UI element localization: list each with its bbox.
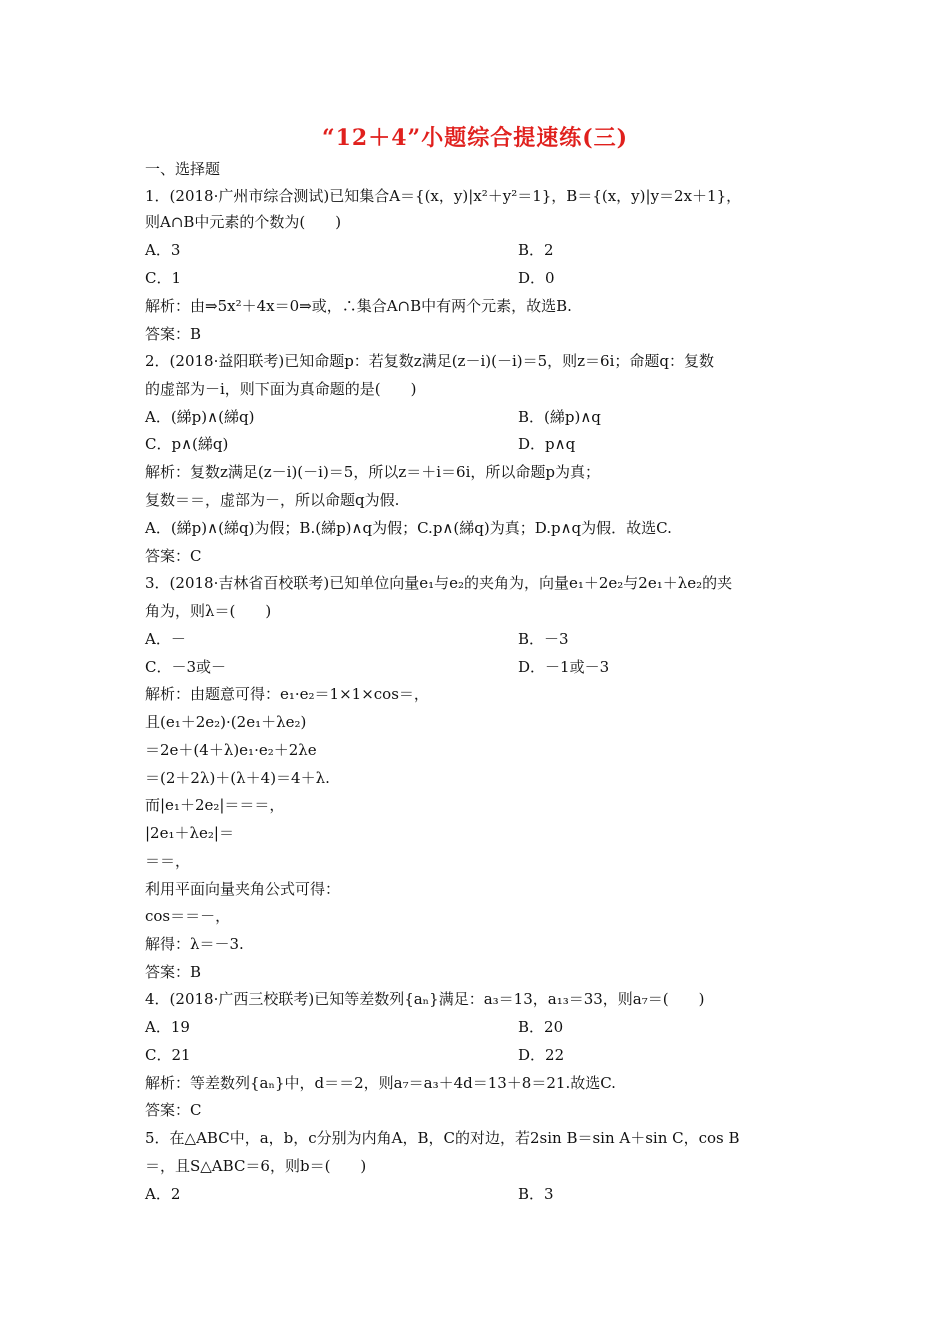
- text-line: 解得：λ＝－3.: [145, 935, 244, 953]
- answer-option: D．0: [518, 269, 555, 287]
- text-line: 答案：B: [145, 963, 202, 981]
- text-line: 解析：等差数列{aₙ}中，d＝＝2，则a₇＝a₃＋4d＝13＋8＝21.故选C.: [145, 1074, 616, 1092]
- text-line: 而|e₁＋2e₂|＝＝＝，: [145, 796, 285, 814]
- text-line: 1．(2018·广州市综合测试)已知集合A＝{(x，y)|x²＋y²＝1}，B＝{(x，y)|y＝2x＋1}，: [145, 187, 742, 205]
- text-line: 4．(2018·广西三校联考)已知等差数列{aₙ}满足：a₃＝13，a₁₃＝33，则a₇＝( ): [145, 990, 705, 1008]
- answer-option: B．3: [518, 1185, 554, 1203]
- text-line: ＝(2＋2λ)＋(λ＋4)＝4＋λ.: [145, 769, 330, 787]
- text-line: 答案：C: [145, 1101, 202, 1119]
- text-line: 答案：B: [145, 325, 202, 343]
- text-line: 5．在△ABC中，a，b，c分别为内角A，B，C的对边，若2sin B＝sin A＋sin C，cos B: [145, 1129, 740, 1147]
- text-line: 解析：由⇒5x²＋4x＝0⇒或，∴集合A∩B中有两个元素，故选B.: [145, 297, 572, 315]
- text-line: |2e₁＋λe₂|＝: [145, 824, 234, 842]
- text-line: 2．(2018·益阳联考)已知命题p：若复数z满足(z－i)(－i)＝5，则z＝6i；命题q：复数: [145, 352, 714, 370]
- answer-option: B．2: [518, 241, 554, 259]
- answer-option: D．22: [518, 1046, 565, 1064]
- text-line: 利用平面向量夹角公式可得：: [145, 880, 341, 898]
- text-line: 解析：复数z满足(z－i)(－i)＝5，所以z＝＋i＝6i，所以命题p为真；: [145, 463, 600, 481]
- answer-option: D．p∧q: [518, 435, 576, 453]
- text-line: C．1: [145, 269, 182, 287]
- text-line: 则A∩B中元素的个数为( ): [145, 213, 342, 231]
- answer-option: B．20: [518, 1018, 564, 1036]
- text-line: 一、选择题: [145, 160, 221, 178]
- text-line: ＝＝，: [145, 852, 191, 870]
- text-line: A．(綈p)∧(綈q): [145, 408, 255, 426]
- text-line: 复数＝＝，虚部为－，所以命题q为假.: [145, 491, 400, 509]
- text-line: cos＝＝－，: [145, 907, 231, 925]
- answer-option: B．－3: [518, 630, 569, 648]
- text-line: ＝2e＋(4＋λ)e₁·e₂＋2λe: [145, 741, 317, 759]
- answer-option: B．(綈p)∧q: [518, 408, 601, 426]
- text-line: 答案：C: [145, 547, 202, 565]
- text-line: A．19: [145, 1018, 190, 1036]
- text-line: C．p∧(綈q): [145, 435, 229, 453]
- answer-option: D．－1或－3: [518, 658, 610, 676]
- text-line: ＝，且S△ABC＝6，则b＝( ): [145, 1157, 367, 1175]
- text-line: 且(e₁＋2e₂)·(2e₁＋λe₂): [145, 713, 307, 731]
- page-title: “12＋4”小题综合提速练(三): [321, 125, 629, 151]
- text-line: A．2: [145, 1185, 181, 1203]
- text-line: C．21: [145, 1046, 191, 1064]
- text-line: 3．(2018·吉林省百校联考)已知单位向量e₁与e₂的夹角为，向量e₁＋2e₂与2e₁＋λe₂的夹: [145, 574, 733, 592]
- text-line: A．－: [145, 630, 186, 648]
- text-line: A．(綈p)∧(綈q)为假；B.(綈p)∧q为假；C.p∧(綈q)为真；D.p∧q为假．故选C.: [145, 519, 672, 537]
- text-line: C．－3或－: [145, 658, 227, 676]
- text-line: A．3: [145, 241, 181, 259]
- text-line: 解析：由题意可得：e₁·e₂＝1×1×cos＝，: [145, 685, 429, 703]
- text-line: 的虚部为－i，则下面为真命题的是( ): [145, 380, 417, 398]
- text-line: 角为，则λ＝( ): [145, 602, 272, 620]
